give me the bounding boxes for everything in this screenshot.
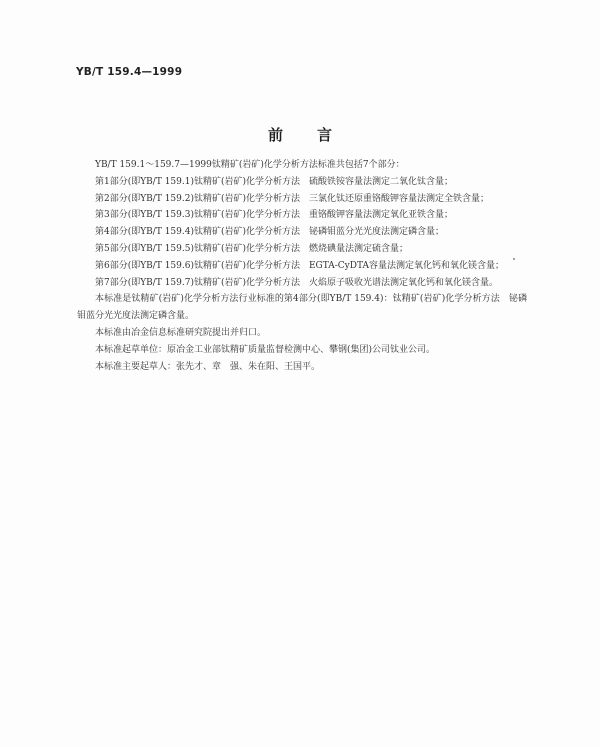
paragraph-scope: 本标准是钛精矿(岩矿)化学分析方法行业标准的第4部分(即YB/T 159.4)：钛精矿(岩矿)化学分析方法 铋磷钼蓝分光光度法测定磷含量。	[77, 294, 527, 322]
paragraph-part-1: 第1部分(即YB/T 159.1)钛精矿(岩矿)化学分析方法 硫酸铁铵容量法测定二氧化钛含量；	[95, 176, 453, 187]
paragraph-part-2: 第2部分(即YB/T 159.2)钛精矿(岩矿)化学分析方法 三氯化钛还原重铬酸钾容量法测定全铁含量；	[95, 193, 489, 204]
foreword-body	[77, 157, 527, 375]
paragraph-part-5: 第5部分(即YB/T 159.5)钛精矿(岩矿)化学分析方法 燃烧碘量法测定硫含量；	[95, 243, 408, 254]
paragraph-drafting-unit: 本标准起草单位：原冶金工业部钛精矿质量监督检测中心、攀钢(集团)公司钛业公司。	[95, 344, 436, 355]
paragraph-part-4: 第4部分(即YB/T 159.4)钛精矿(岩矿)化学分析方法 铋磷钼蓝分光光度法测定磷含量；	[95, 227, 444, 238]
paragraph-drafters: 本标准主要起草人：张先才、章 强、朱在阳、王国平。	[95, 361, 321, 372]
paragraph-part-3: 第3部分(即YB/T 159.3)钛精矿(岩矿)化学分析方法 重铬酸钾容量法测定氧化亚铁含量；	[95, 210, 453, 221]
standard-code: YB/T 159.4—1999	[76, 66, 183, 78]
paragraph-intro: YB/T 159.1～159.7—1999钛精矿(岩矿)化学分析方法标准共包括7个部分：	[95, 160, 405, 170]
paragraph-proposer: 本标准由冶金信息标准研究院提出并归口。	[95, 327, 267, 338]
page-title: 前言	[267, 126, 366, 144]
paragraph-part-6: 第6部分(即YB/T 159.6)钛精矿(岩矿)化学分析方法 EGTA-CyDTA容量法测定氧化钙和氧化镁含量；	[95, 260, 504, 271]
paragraph-part-7: 第7部分(即YB/T 159.7)钛精矿(岩矿)化学分析方法 火焰原子吸收光谱法测定氧化钙和氧化镁含量。	[95, 277, 498, 288]
scan-speck	[513, 258, 515, 260]
